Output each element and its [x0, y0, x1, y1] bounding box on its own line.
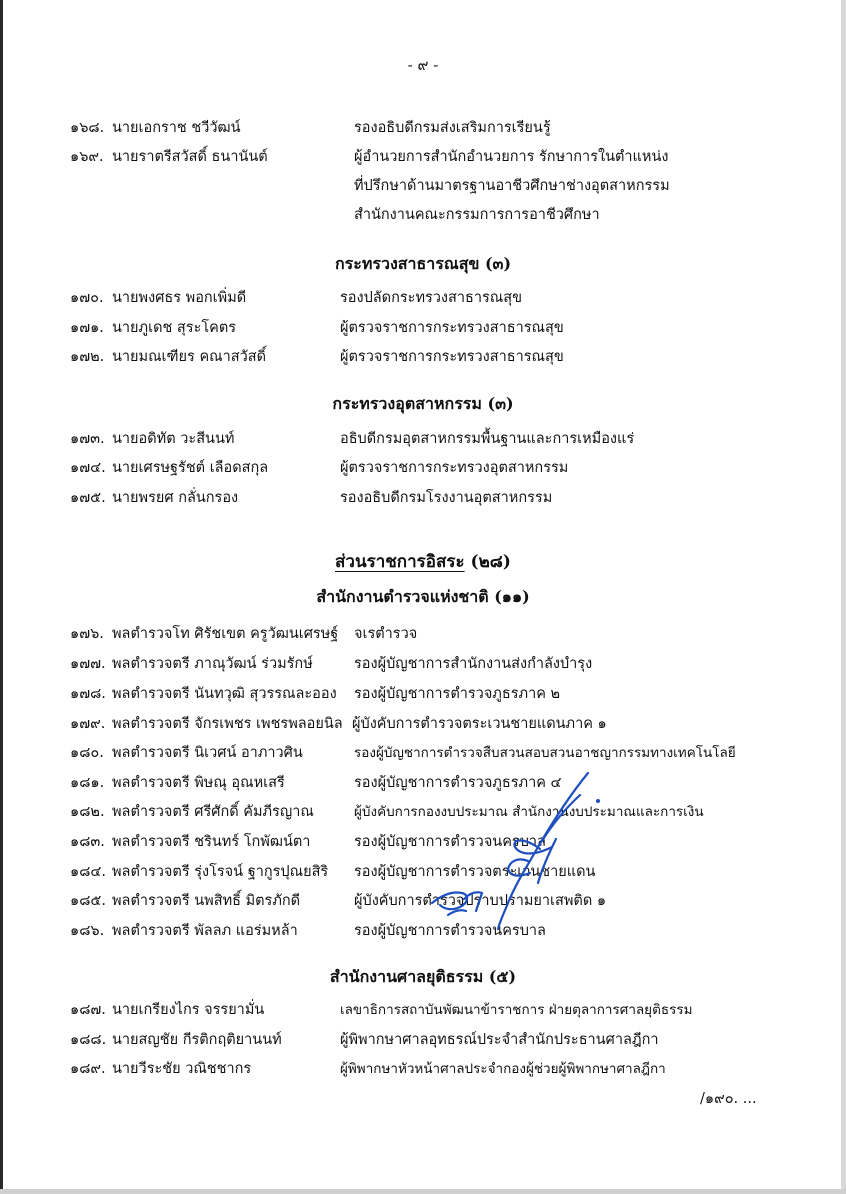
page-border-bottom — [0, 1189, 846, 1194]
section-heading-court: สำนักงานศาลยุติธรรม (๕) — [329, 967, 517, 986]
entry-name: นายอดิทัต วะสีนนท์ — [112, 431, 235, 447]
entry-title: ผู้พิพากษาหัวหน้าศาลประจำกองผู้ช่วยผู้พิพากษาศาลฎีกา — [340, 1061, 666, 1077]
entry-title: ผู้บังคับการกองงบประมาณ สำนักงานงบประมาณและการเงิน — [354, 804, 704, 820]
entry-number: ๑๘๒. — [70, 804, 105, 820]
entry-name: พลตำรวจตรี นันทวุฒิ สุวรรณละออง — [112, 686, 337, 702]
entry-title: เลขาธิการสถาบันพัฒนาข้าราชการ ฝ่ายตุลาการศาลยุติธรรม — [340, 1002, 693, 1018]
entry-number: ๑๗๖. — [70, 626, 104, 642]
independent-agencies-count: (๒๘) — [464, 552, 511, 572]
entry-number: ๑๗๐. — [70, 290, 104, 306]
entry-name: นายราตรีสวัสดิ์ ธนานันต์ — [112, 149, 268, 165]
entry-name: นายเศรษฐรัชต์ เลือดสกุล — [112, 460, 269, 476]
entry-name: พลตำรวจตรี ภาณุวัฒน์ ร่วมรักษ์ — [112, 656, 313, 672]
entry-number: ๑๘๗. — [70, 1002, 106, 1018]
entry-title: รองผู้บัญชาการตำรวจสืบสวนสอบสวนอาชญากรรมทางเทคโนโลยี — [354, 745, 736, 761]
entry-title: รองอธิบดีกรมส่งเสริมการเรียนรู้ — [354, 120, 551, 136]
entry-title: รองปลัดกระทรวงสาธารณสุข — [340, 290, 522, 306]
entry-number: ๑๘๐. — [70, 745, 104, 761]
entry-title: รองอธิบดีกรมโรงงานอุตสาหกรรม — [340, 490, 553, 506]
entry-title-continuation: สำนักงานคณะกรรมการการอาชีวศึกษา — [354, 207, 600, 223]
entry-number: ๑๘๕. — [70, 893, 106, 909]
entry-name: นายภูเดช สุระโคตร — [112, 320, 237, 336]
entry-title: รองผู้บัญชาการตำรวจนครบาล — [354, 923, 546, 939]
entry-title: ผู้ตรวจราชการกระทรวงสาธารณสุข — [340, 320, 564, 336]
entry-title: รองผู้บัญชาการสำนักงานส่งกำลังบำรุง — [354, 656, 593, 672]
entry-number: ๑๗๔. — [70, 460, 106, 476]
entry-number: ๑๗๕. — [70, 490, 106, 506]
entry-number: ๑๖๙. — [70, 149, 104, 165]
entry-title: จเรตำรวจ — [354, 626, 418, 642]
entry-name: พลตำรวจตรี ศรีศักดิ์ คัมภีรญาณ — [112, 804, 314, 820]
entry-name: นายมณเฑียร คณาสวัสดิ์ — [112, 349, 266, 365]
entry-number: ๑๗๗. — [70, 656, 106, 672]
entry-name: นายวีระชัย วณิชชากร — [112, 1061, 252, 1077]
entry-name: นายสญชัย กีรติกฤติยานนท์ — [112, 1032, 282, 1048]
handwritten-signature — [420, 765, 600, 940]
entry-number: ๑๘๓. — [70, 834, 105, 850]
entry-number: ๑๗๙. — [70, 716, 106, 732]
entry-name: พลตำรวจโท ศิรัชเขต ครูวัฒนเศรษฐ์ — [112, 626, 339, 642]
section-heading-industry: กระทรวงอุตสาหกรรม (๓) — [332, 394, 514, 413]
entry-number: ๑๘๑. — [70, 775, 105, 791]
entry-name: นายพรยศ กลั่นกรอง — [112, 490, 239, 506]
entry-name: พลตำรวจตรี จักรเพชร เพชรพลอยนิล — [112, 716, 343, 732]
entry-name: พลตำรวจตรี ชรินทร์ โกพัฒน์ตา — [112, 834, 311, 850]
entry-number: ๑๗๒. — [70, 349, 105, 365]
entry-title: อธิบดีกรมอุตสาหกรรมพื้นฐานและการเหมืองแร่ — [340, 431, 635, 447]
section-heading-police: สำนักงานตำรวจแห่งชาติ (๑๑) — [316, 587, 530, 606]
entry-name: พลตำรวจตรี นิเวศน์ อาภาวศิน — [112, 745, 303, 761]
entry-title: รองผู้บัญชาการตำรวจนครบาล — [354, 834, 546, 850]
entry-title: ผู้ตรวจราชการกระทรวงอุตสาหกรรม — [340, 460, 569, 476]
entry-number: ๑๘๘. — [70, 1032, 107, 1048]
entry-title: ผู้อำนวยการสำนักอำนวยการ รักษาการในตำแหน่ง — [354, 149, 669, 165]
entry-title: รองผู้บัญชาการตำรวจภูธรภาค ๒ — [354, 686, 561, 702]
entry-name: นายพงศธร พอกเพิ่มดี — [112, 290, 247, 306]
independent-agencies-label: ส่วนราชการอิสระ — [335, 552, 465, 572]
entry-name: นายเอกราช ชวีวัฒน์ — [112, 120, 241, 136]
section-heading-health: กระทรวงสาธารณสุข (๓) — [334, 254, 512, 273]
entry-number: ๑๗๓. — [70, 431, 105, 447]
entry-name: พลตำรวจตรี นพสิทธิ์ มิตรภักดี — [112, 893, 301, 909]
entry-title: ผู้ตรวจราชการกระทรวงสาธารณสุข — [340, 349, 564, 365]
entry-title: ผู้บังคับการตำรวจตระเวนชายแดนภาค ๑ — [352, 716, 607, 732]
entry-name: พลตำรวจตรี พิษณุ อุณหเสรี — [112, 775, 285, 791]
entry-number: ๑๗๑. — [70, 320, 104, 336]
entry-name: นายเกรียงไกร จรรยามั่น — [112, 1002, 265, 1018]
entry-title-continuation: ที่ปรึกษาด้านมาตรฐานอาชีวศึกษาช่างอุตสาหกรรม — [354, 178, 670, 194]
entry-title: ผู้พิพากษาศาลอุทธรณ์ประจำสำนักประธานศาลฎีกา — [340, 1032, 659, 1048]
entry-number: ๑๗๘. — [70, 686, 106, 702]
entry-number: ๑๘๖. — [70, 923, 105, 939]
next-page-reference: /๑๙๐. ... — [700, 1091, 757, 1107]
entry-number: ๑๘๙. — [70, 1061, 106, 1077]
entry-title: รองผู้บัญชาการตำรวจตระเวนชายแดน — [354, 864, 596, 880]
entry-name: พลตำรวจตรี รุ่งโรจน์ ฐากูรปุณยสิริ — [112, 864, 329, 880]
entry-name: พลตำรวจตรี พัลลภ แอร่มหล้า — [112, 923, 298, 939]
page-number: - ๙ - — [407, 56, 439, 74]
entry-number: ๑๖๘. — [70, 120, 105, 136]
section-heading-independent — [0, 548, 846, 575]
entry-number: ๑๘๔. — [70, 864, 106, 880]
entry-title: ผู้บังคับการตำรวจปราบปรามยาเสพติด ๑ — [354, 893, 607, 909]
entry-title: รองผู้บัญชาการตำรวจภูธรภาค ๔ — [354, 775, 562, 791]
